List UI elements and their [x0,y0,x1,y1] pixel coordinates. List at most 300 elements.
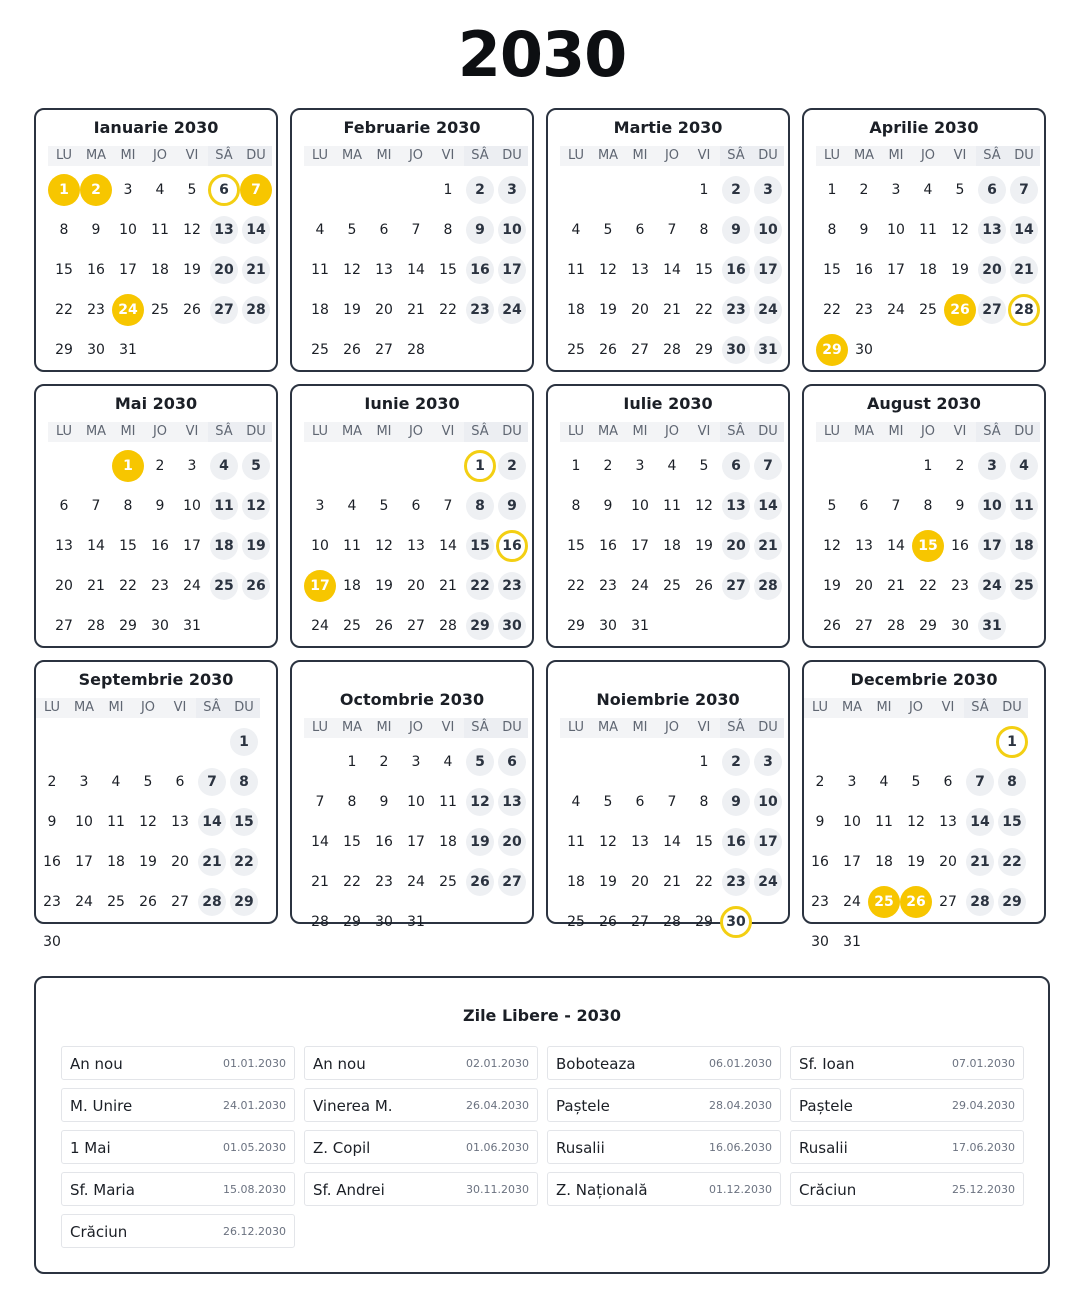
day-number: 3 [411,754,421,770]
day-number: 9 [91,222,101,238]
holiday-date: 07.01.2030 [952,1057,1015,1070]
month-card [546,108,790,372]
weekday-label: SÂ [208,146,240,166]
day-number: 9 [155,498,165,514]
month-card [290,660,534,930]
month-title: Iulie 2030 [623,394,713,413]
day-number: 26 [139,894,157,910]
day-cell [208,254,240,286]
day-number: 7 [198,768,226,796]
day-cell [228,886,260,918]
day-number: 6 [208,174,240,206]
day-cell [144,530,176,562]
day-number: 22 [919,578,937,594]
day-number: 19 [907,854,925,870]
holiday-name: An nou [70,1055,123,1073]
day-number: 26 [183,302,201,318]
weekday-label: SÂ [208,422,240,442]
day-cell [464,570,496,602]
weekday-label: MA [336,146,368,166]
day-cell [848,294,880,326]
day-number: 29 [119,618,137,634]
weekday-label: DU [1008,146,1040,166]
day-number: 30 [599,618,617,634]
day-cell [464,450,496,482]
day-cell [996,886,1028,918]
day-cell [688,214,720,246]
day-cell [336,786,368,818]
weekday-label: MI [368,146,400,166]
day-cell [80,174,112,206]
weekday-label: MI [868,698,900,718]
day-cell [208,214,240,246]
day-cell [496,174,528,206]
day-cell [464,214,496,246]
weekday-label: VI [164,698,196,718]
day-cell [496,610,528,642]
day-cell [624,610,656,642]
day-cell [432,294,464,326]
day-number: 13 [939,814,957,830]
day-cell [592,786,624,818]
weekday-label: DU [240,146,272,166]
day-number: 22 [439,302,457,318]
day-cell [688,450,720,482]
day-number: 24 [112,294,144,326]
day-number: 8 [230,768,258,796]
day-cell [368,214,400,246]
day-number: 9 [859,222,869,238]
holiday-name: Sf. Andrei [313,1181,385,1199]
day-cell [816,530,848,562]
holiday-date: 01.01.2030 [223,1057,286,1070]
day-number: 5 [699,458,709,474]
day-cell [868,806,900,838]
day-number: 7 [966,768,994,796]
holiday-item [790,1130,1024,1164]
day-cell [100,806,132,838]
day-cell [720,570,752,602]
weekday-label: MA [80,422,112,442]
day-cell [144,174,176,206]
weekday-label: VI [688,422,720,442]
day-cell [996,806,1028,838]
day-number: 25 [311,342,329,358]
day-number: 2 [722,176,750,204]
day-cell [164,766,196,798]
day-number: 28 [887,618,905,634]
day-cell [900,806,932,838]
day-cell [80,334,112,366]
weekday-label: JO [144,146,176,166]
day-number: 24 [407,874,425,890]
day-number: 18 [875,854,893,870]
day-number: 4 [443,754,453,770]
weekday-label: VI [688,146,720,166]
holiday-date: 02.01.2030 [466,1057,529,1070]
day-cell [176,570,208,602]
day-cell [1008,490,1040,522]
day-number: 27 [498,868,526,896]
day-number: 25 [1010,572,1038,600]
weekday-label: LU [560,146,592,166]
day-cell [688,294,720,326]
day-number: 18 [151,262,169,278]
day-cell [336,294,368,326]
holiday-item [61,1046,295,1080]
holiday-name: Paștele [556,1097,610,1115]
day-cell [944,174,976,206]
day-cell [496,214,528,246]
day-number: 5 [379,498,389,514]
day-cell [304,490,336,522]
day-cell [560,450,592,482]
weekday-label: JO [144,422,176,442]
day-number: 10 [754,216,782,244]
weekday-label: DU [228,698,260,718]
day-number: 10 [119,222,137,238]
day-number: 7 [667,794,677,810]
weekday-label: VI [176,422,208,442]
day-number: 23 [599,578,617,594]
day-cell [868,846,900,878]
holiday-name: Paștele [799,1097,853,1115]
day-number: 2 [379,754,389,770]
day-cell [176,530,208,562]
holiday-name: Crăciun [70,1223,128,1241]
weekday-label: JO [656,422,688,442]
day-number: 19 [183,262,201,278]
day-number: 25 [107,894,125,910]
day-cell [976,570,1008,602]
day-number: 24 [183,578,201,594]
day-number: 31 [183,618,201,634]
day-cell [496,530,528,562]
day-cell [464,866,496,898]
day-cell [900,846,932,878]
day-number: 25 [151,302,169,318]
day-cell [560,254,592,286]
day-cell [720,174,752,206]
weekday-label: MA [592,146,624,166]
day-cell [196,766,228,798]
day-cell [228,766,260,798]
holiday-item [61,1088,295,1122]
day-cell [304,786,336,818]
day-number: 19 [242,532,270,560]
day-cell [964,886,996,918]
day-cell [624,570,656,602]
day-cell [624,786,656,818]
day-cell [752,746,784,778]
day-number: 12 [375,538,393,554]
day-number: 21 [1010,256,1038,284]
day-cell [196,886,228,918]
day-number: 12 [466,788,494,816]
day-cell [400,334,432,366]
day-cell [80,570,112,602]
day-cell [624,334,656,366]
day-number: 3 [847,774,857,790]
day-cell [112,214,144,246]
holiday-name: Rusalii [556,1139,605,1157]
day-number: 19 [695,538,713,554]
day-cell [816,174,848,206]
day-cell [816,570,848,602]
weekday-label: DU [752,718,784,738]
day-cell [48,570,80,602]
holiday-date: 30.11.2030 [466,1183,529,1196]
day-number: 4 [667,458,677,474]
day-cell [560,490,592,522]
day-cell [80,214,112,246]
day-number: 14 [663,262,681,278]
day-number: 25 [567,914,585,930]
weekday-label: LU [304,718,336,738]
holiday-date: 24.01.2030 [223,1099,286,1112]
day-cell [688,174,720,206]
day-number: 21 [663,302,681,318]
day-number: 28 [966,888,994,916]
day-cell [624,294,656,326]
day-number: 5 [242,452,270,480]
day-number: 23 [498,572,526,600]
day-number: 24 [631,578,649,594]
day-cell [176,214,208,246]
day-number: 28 [407,342,425,358]
holiday-name: 1 Mai [70,1139,111,1157]
day-number: 31 [631,618,649,634]
day-number: 3 [79,774,89,790]
day-cell [944,530,976,562]
day-number: 22 [230,848,258,876]
day-cell [624,906,656,938]
day-cell [304,826,336,858]
day-number: 23 [951,578,969,594]
day-cell [176,490,208,522]
day-cell [336,746,368,778]
holiday-name: M. Unire [70,1097,133,1115]
weekday-label: JO [400,718,432,738]
day-number: 29 [230,888,258,916]
day-number: 12 [139,814,157,830]
day-cell [400,610,432,642]
day-number: 2 [955,458,965,474]
day-number: 13 [631,262,649,278]
day-cell [368,826,400,858]
day-cell [112,570,144,602]
day-number: 10 [631,498,649,514]
day-number: 9 [47,814,57,830]
day-cell [304,334,336,366]
day-cell [464,294,496,326]
day-number: 8 [59,222,69,238]
holiday-item [61,1172,295,1206]
day-number: 30 [43,934,61,950]
day-cell [976,214,1008,246]
day-number: 28 [439,618,457,634]
day-cell [112,530,144,562]
day-cell [720,254,752,286]
day-cell [336,214,368,246]
day-number: 21 [966,848,994,876]
day-number: 9 [722,216,750,244]
day-number: 22 [343,874,361,890]
day-cell [592,610,624,642]
weekday-label: SÂ [720,146,752,166]
day-number: 21 [663,874,681,890]
day-cell [656,786,688,818]
day-cell [836,766,868,798]
weekday-label: LU [804,698,836,718]
holidays-panel [34,976,1050,1274]
day-number: 4 [155,182,165,198]
day-number: 29 [998,888,1026,916]
weekday-label: MI [624,146,656,166]
day-number: 12 [599,262,617,278]
day-number: 11 [311,262,329,278]
day-number: 23 [722,296,750,324]
day-cell [208,570,240,602]
day-cell [868,886,900,918]
day-cell [304,866,336,898]
day-cell [208,294,240,326]
day-cell [36,846,68,878]
day-cell [688,866,720,898]
month-title: Mai 2030 [114,394,198,413]
day-number: 17 [754,828,782,856]
day-cell [304,610,336,642]
day-cell [368,334,400,366]
month-title: Ianuarie 2030 [93,118,219,137]
day-cell [880,530,912,562]
day-cell [304,570,336,602]
day-number: 25 [439,874,457,890]
day-number: 27 [171,894,189,910]
weekday-label: VI [944,146,976,166]
day-number: 2 [47,774,57,790]
weekday-label: SÂ [464,718,496,738]
day-cell [996,846,1028,878]
weekday-label: JO [656,146,688,166]
day-cell [368,294,400,326]
day-number: 23 [87,302,105,318]
day-cell [656,906,688,938]
day-cell [816,610,848,642]
day-number: 19 [343,302,361,318]
day-number: 4 [347,498,357,514]
day-cell [496,866,528,898]
day-number: 31 [843,934,861,950]
day-number: 19 [823,578,841,594]
month-title: Martie 2030 [613,118,723,137]
month-card [34,384,278,648]
day-number: 15 [119,538,137,554]
day-cell [656,214,688,246]
day-number: 22 [567,578,585,594]
day-number: 20 [210,256,238,284]
day-cell [48,334,80,366]
holiday-item [547,1046,781,1080]
day-cell [848,214,880,246]
day-cell [336,570,368,602]
holiday-date: 06.01.2030 [709,1057,772,1070]
weekday-label: MA [848,422,880,442]
day-cell [80,490,112,522]
day-number: 17 [631,538,649,554]
day-number: 30 [720,906,752,938]
day-cell [848,490,880,522]
day-cell [624,530,656,562]
day-cell [176,174,208,206]
day-number: 10 [754,788,782,816]
day-cell [80,254,112,286]
day-cell [560,214,592,246]
day-number: 8 [827,222,837,238]
day-number: 27 [855,618,873,634]
day-number: 27 [210,296,238,324]
day-number: 2 [80,174,112,206]
day-cell [560,906,592,938]
day-cell [432,786,464,818]
day-cell [68,806,100,838]
day-number: 6 [498,748,526,776]
day-cell [496,746,528,778]
day-number: 30 [951,618,969,634]
day-cell [752,174,784,206]
day-cell [464,746,496,778]
day-number: 16 [722,828,750,856]
day-number: 28 [663,342,681,358]
day-cell [164,886,196,918]
day-cell [944,490,976,522]
day-cell [976,294,1008,326]
day-number: 18 [107,854,125,870]
day-cell [164,846,196,878]
day-cell [720,450,752,482]
day-number: 5 [347,222,357,238]
day-cell [880,570,912,602]
day-cell [112,174,144,206]
day-cell [304,254,336,286]
day-cell [656,826,688,858]
weekday-label: DU [240,422,272,442]
day-cell [688,786,720,818]
day-number: 4 [923,182,933,198]
weekday-label: VI [944,422,976,442]
weekday-label: DU [752,146,784,166]
day-number: 2 [155,458,165,474]
day-cell [804,806,836,838]
day-number: 6 [379,222,389,238]
weekday-label: MI [624,422,656,442]
day-number: 28 [311,914,329,930]
day-cell [656,334,688,366]
day-cell [848,334,880,366]
day-cell [656,570,688,602]
day-cell [400,254,432,286]
weekday-label: SÂ [720,718,752,738]
day-number: 20 [498,828,526,856]
day-cell [336,866,368,898]
day-number: 15 [695,834,713,850]
day-cell [804,766,836,798]
day-number: 5 [187,182,197,198]
day-number: 13 [631,834,649,850]
day-number: 21 [242,256,270,284]
day-cell [112,490,144,522]
day-cell [112,450,144,482]
